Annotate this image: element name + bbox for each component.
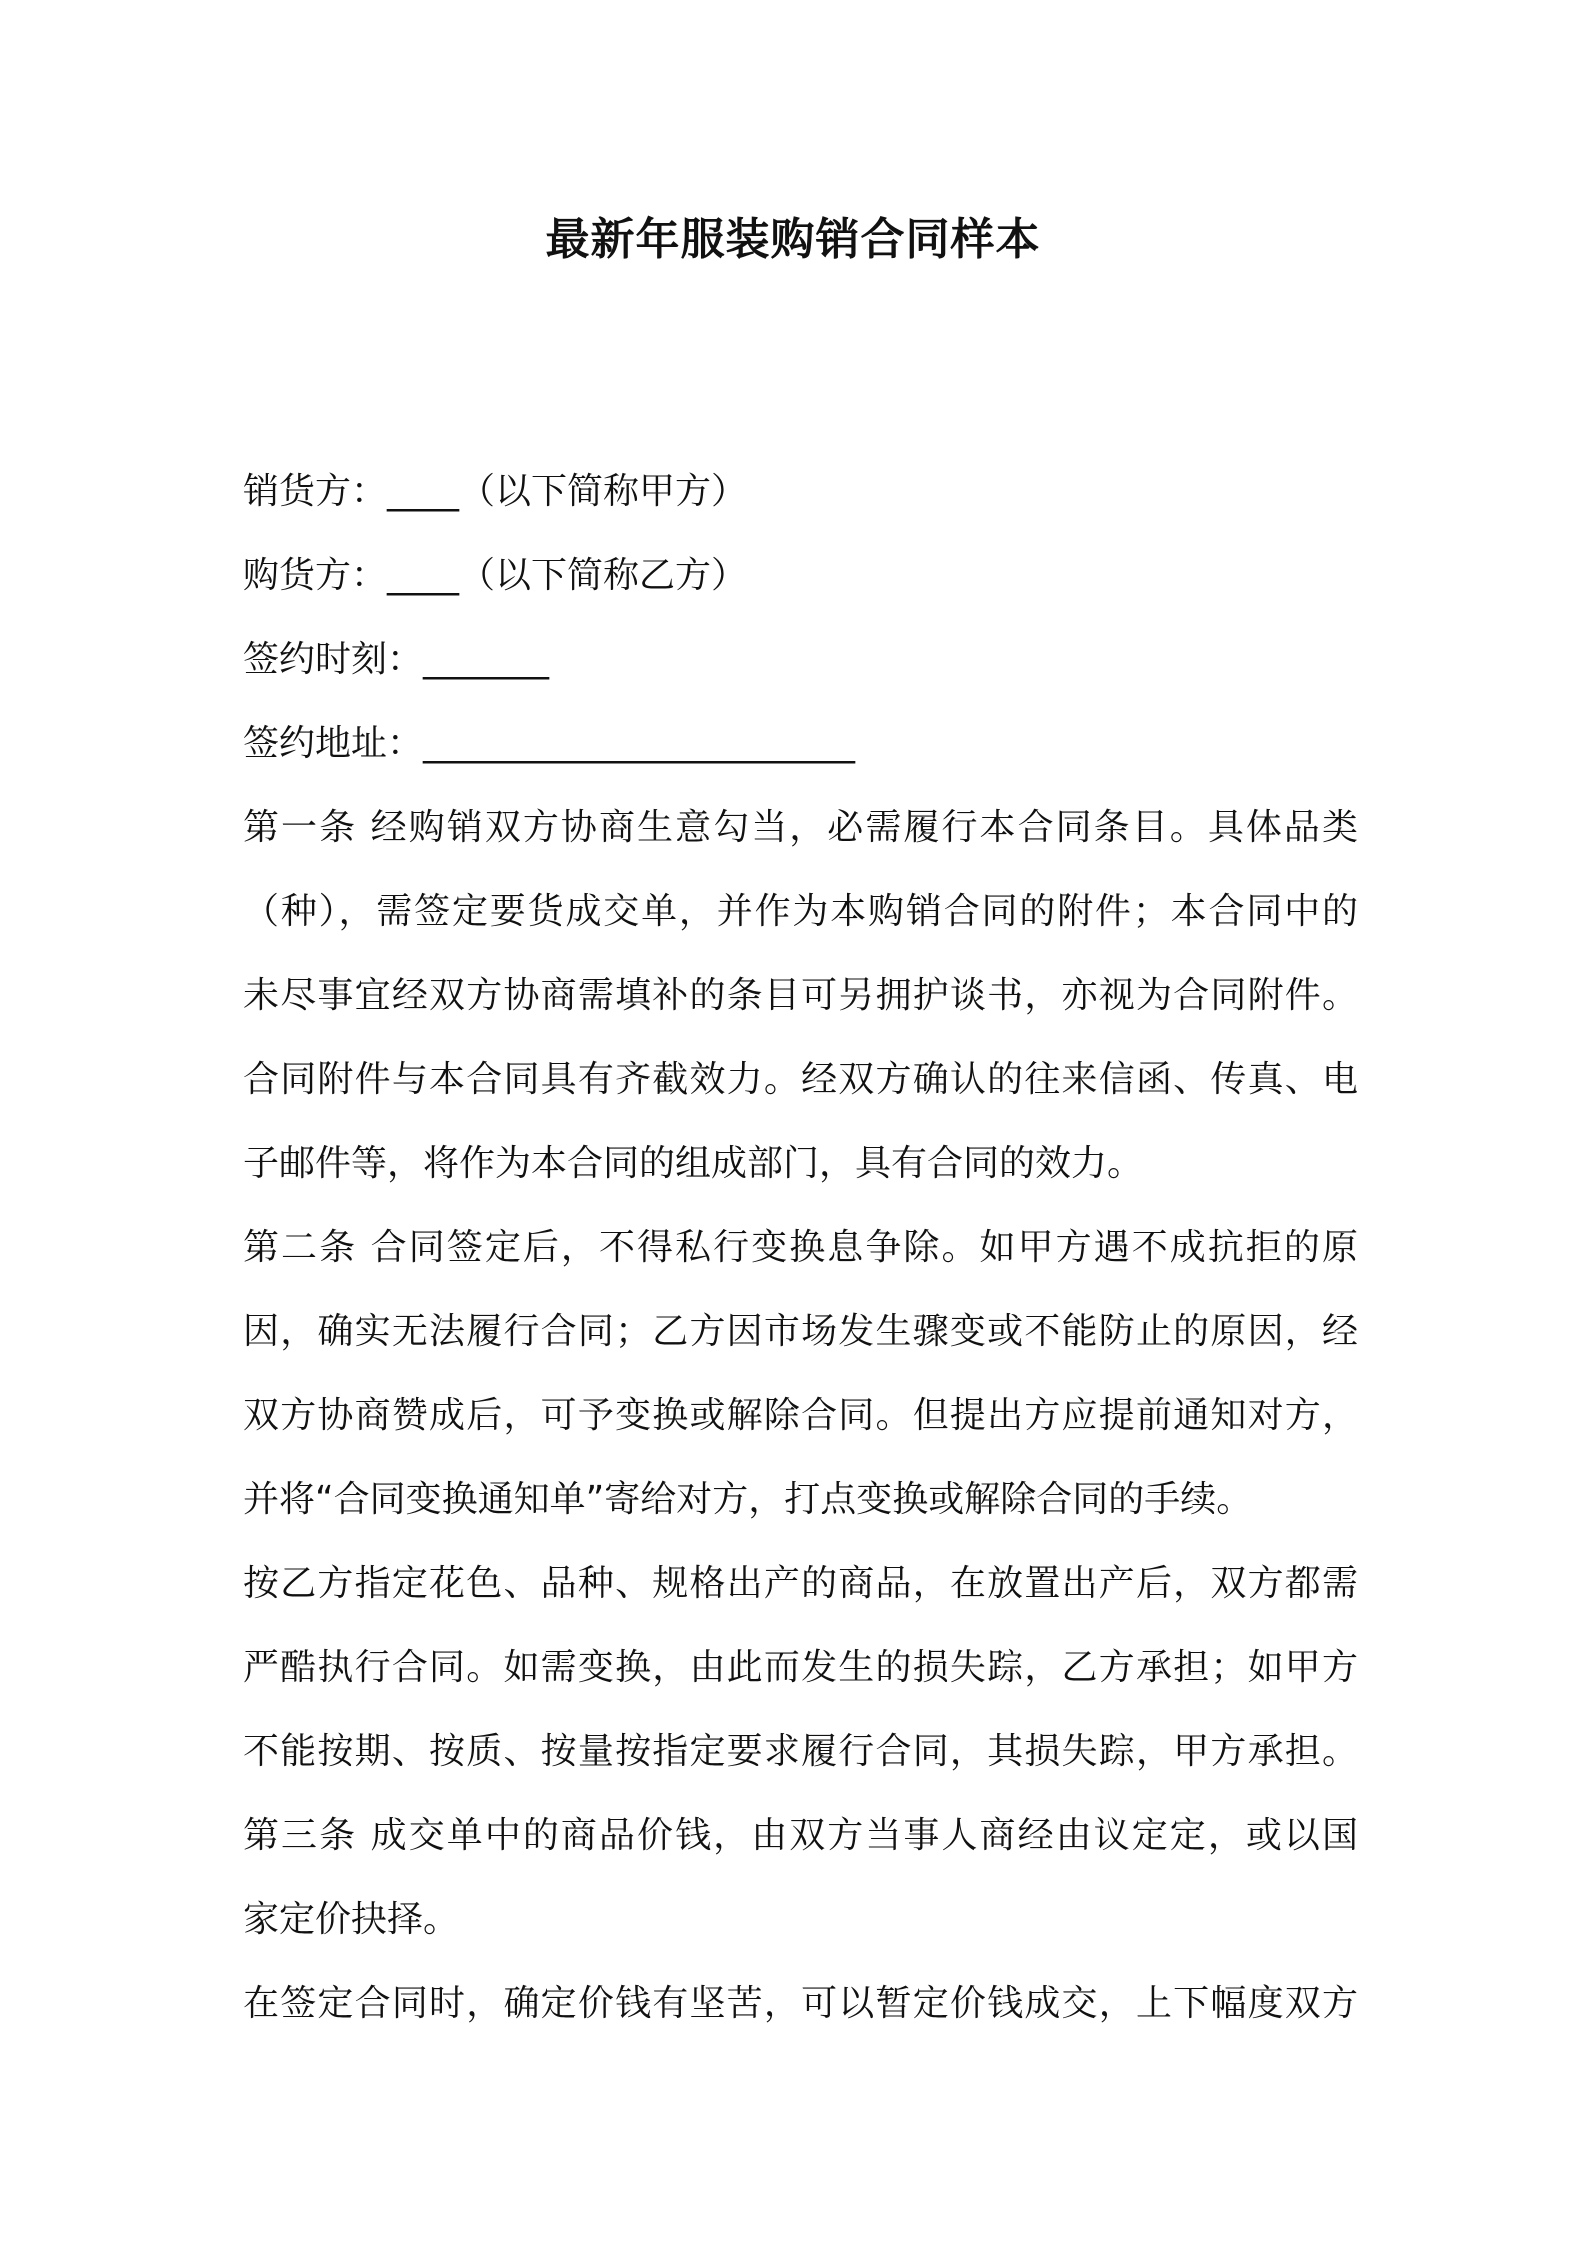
article-1-line-3: 未尽事宜经双方协商需填补的条目可另拥护谈书，亦视为合同附件。 <box>243 975 1358 1016</box>
article-1-line-5: 子邮件等，将作为本合同的组成部门，具有合同的效力。 <box>243 1143 1144 1184</box>
signing-address-line: 签约地址：________________________ <box>243 723 856 764</box>
article-1-line-2: （种），需签定要货成交单，并作为本购销合同的附件；本合同中的 <box>243 891 1358 932</box>
document-body <box>243 450 1358 2046</box>
article-1-line-4: 合同附件与本合同具有齐截效力。经双方确认的往来信函、传真、电 <box>243 1059 1358 1100</box>
paragraph-line-1: 按乙方指定花色、品种、规格出产的商品，在放置出产后，双方都需 <box>243 1563 1358 1604</box>
article-2-line-2: 因，确实无法履行合同；乙方因市场发生骤变或不能防止的原因，经 <box>243 1311 1358 1352</box>
article-3-line-1: 第三条 成交单中的商品价钱，由双方当事人商经由议定定，或以国 <box>243 1815 1358 1856</box>
article-3-line-2: 家定价抉择。 <box>243 1899 460 1940</box>
pricing-line-1: 在签定合同时，确定价钱有坚苦，可以暂定价钱成交，上下幅度双方 <box>243 1983 1358 2024</box>
seller-line: 销货方：____（以下简称甲方） <box>243 471 748 512</box>
article-1-line-1: 第一条 经购销双方协商生意勾当，必需履行本合同条目。具体品类 <box>243 807 1358 848</box>
article-2-line-3: 双方协商赞成后，可予变换或解除合同。但提出方应提前通知对方， <box>243 1395 1358 1436</box>
article-2-line-4: 并将“合同变换通知单”寄给对方，打点变换或解除合同的手续。 <box>243 1479 1253 1520</box>
signing-time-line: 签约时刻：_______ <box>243 639 550 680</box>
buyer-line: 购货方：____（以下简称乙方） <box>243 555 748 596</box>
paragraph-line-2: 严酷执行合同。如需变换，由此而发生的损失踪，乙方承担；如甲方 <box>243 1647 1358 1688</box>
paragraph-line-3: 不能按期、按质、按量按指定要求履行合同，其损失踪，甲方承担。 <box>243 1731 1358 1772</box>
article-2-line-1: 第二条 合同签定后，不得私行变换息争除。如甲方遇不成抗拒的原 <box>243 1227 1358 1268</box>
document-title: 最新年服装购销合同样本 <box>545 214 1041 265</box>
